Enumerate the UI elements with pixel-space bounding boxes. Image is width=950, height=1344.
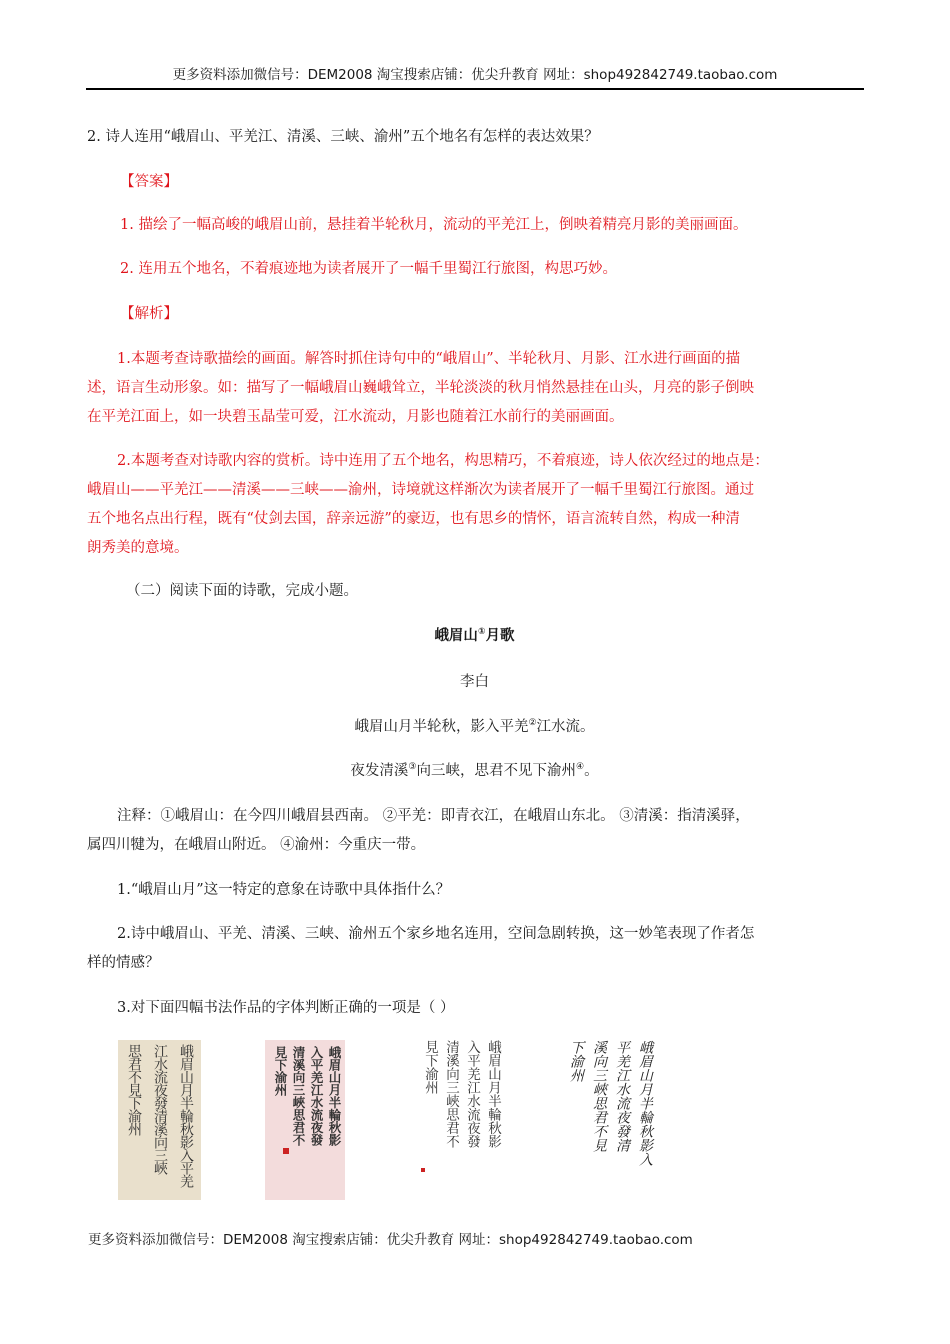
calligraphy-col: 見下渝州 <box>422 1040 438 1094</box>
poem-title-sup: ① <box>477 627 486 637</box>
poem-title <box>87 622 862 651</box>
calligraphy-col: 峨眉山月半輪秋影入平羌 <box>178 1044 194 1187</box>
calligraphy-col: 入平羌江水流夜發 <box>309 1046 324 1146</box>
analysis-1-line: 1.本题考查诗歌描绘的画面。解答时抓住诗句中的“峨眉山”、半轮秋月、月影、江水进行画面的描 <box>117 351 741 367</box>
calligraphy-col: 峨眉山月半輪秋影 <box>485 1040 501 1148</box>
question-2b-line: 2.诗中峨眉山、平羌、清溪、三峡、渝州五个家乡地名连用，空间急剧转换，这一妙笔表现了作者怎 <box>117 926 755 942</box>
analysis-tag <box>120 300 895 329</box>
page-header: 更多资料添加微信号：DEM2008 淘宝搜索店铺：优尖升教育 网址：shop492842749.taobao.com <box>86 66 864 90</box>
answer-tag-label: 【答案】 <box>120 174 178 190</box>
question-2b-line: 样的情感？ <box>87 955 160 971</box>
analysis-1 <box>87 345 862 432</box>
poem-line-2-c: 。 <box>584 763 599 779</box>
question-2b <box>87 920 862 978</box>
calligraphy-col: 溪向三峽思君不見 <box>591 1040 607 1152</box>
calligraphy-3-text <box>419 1040 503 1148</box>
analysis-2 <box>87 447 862 563</box>
question-1: 1.“峨眉山月”这一特定的意象在诗歌中具体指什么？ <box>117 882 451 898</box>
calligraphy-4-text <box>564 1040 656 1166</box>
poem-line-1 <box>87 713 862 742</box>
poem-line-2 <box>87 757 862 786</box>
calligraphy-image-1 <box>118 1040 201 1200</box>
poem-notes-line: 注释：①峨眉山：在今四川峨眉县西南。 ②平羌：即青衣江，在峨眉山东北。 ③清溪：指清溪驿， <box>117 808 750 824</box>
analysis-2-line: 朗秀美的意境。 <box>87 540 189 556</box>
question-3: 3.对下面四幅书法作品的字体判断正确的一项是（ ） <box>117 1000 455 1016</box>
analysis-2-line: 峨眉山——平羌江——清溪——三峡——渝州，诗境就这样渐次为读者展开了一幅千里蜀江行旅图。通过 <box>87 482 754 498</box>
calligraphy-col: 入平羌江水流夜發 <box>464 1040 480 1148</box>
calligraphy-col: 清溪向三峽思君不 <box>443 1040 459 1148</box>
section-2-intro: （二）阅读下面的诗歌，完成小题。 <box>126 583 358 599</box>
seal-stamp <box>283 1148 289 1154</box>
poem-line-1-a: 峨眉山月半轮秋，影入平羌 <box>354 719 529 735</box>
poem-notes <box>87 802 862 860</box>
calligraphy-col: 平羌江水流夜發清 <box>614 1040 630 1152</box>
calligraphy-2-text <box>271 1046 343 1146</box>
calligraphy-col: 思君不見下渝州 <box>126 1044 142 1135</box>
calligraphy-image-4 <box>548 1040 658 1200</box>
answer-tag <box>120 168 895 197</box>
calligraphy-1-text <box>121 1044 199 1187</box>
poem-line-2-a: 夜发清溪 <box>350 763 409 779</box>
poem-author: 李白 <box>460 674 489 690</box>
analysis-2-line: 五个地名点出行程，既有“仗剑去国，辞亲远游”的豪迈，也有思乡的情怀，语言流转自然，构成一种清 <box>87 511 740 527</box>
calligraphy-col: 峨眉山月半輪秋影 <box>327 1046 342 1146</box>
calligraphy-col: 見下渝州 <box>273 1046 288 1096</box>
answer-1: 1. 描绘了一幅高峻的峨眉山前，悬挂着半轮秋月，流动的平羌江上，倒映着精亮月影的美丽画面。 <box>120 217 748 233</box>
analysis-2-line: 2.本题考查对诗歌内容的赏析。诗中连用了五个地名，构思精巧，不着痕迹，诗人依次经过的地点是： <box>117 453 769 469</box>
answer-2: 2. 连用五个地名，不着痕迹地为读者展开了一幅千里蜀江行旅图，构思巧妙。 <box>120 261 617 277</box>
calligraphy-image-3 <box>415 1040 505 1200</box>
question-2: 2. 诗人连用“峨眉山、平羌江、清溪、三峡、渝州”五个地名有怎样的表达效果？ <box>87 129 599 145</box>
poem-line-2-sup: ③ <box>408 762 417 772</box>
seal-stamp <box>421 1168 425 1172</box>
calligraphy-col: 峨眉山月半輪秋影入 <box>637 1040 653 1166</box>
poem-notes-line: 属四川犍为，在峨眉山附近。 ④渝州：今重庆一带。 <box>87 837 426 853</box>
page-footer: 更多资料添加微信号：DEM2008 淘宝搜索店铺：优尖升教育 网址：shop492842749.taobao.com <box>88 1232 693 1248</box>
poem-line-1-sup: ② <box>528 718 537 728</box>
analysis-1-line: 在平羌江面上，如一块碧玉晶莹可爱，江水流动，月影也随着江水前行的美丽画面。 <box>87 409 624 425</box>
calligraphy-col: 下渝州 <box>568 1040 584 1082</box>
calligraphy-image-2 <box>265 1040 345 1200</box>
analysis-1-line: 述，语言生动形象。如：描写了一幅峨眉山巍峨耸立，半轮淡淡的秋月悄然悬挂在山头，月亮的影子倒映 <box>87 380 754 396</box>
poem-title-b: 月歌 <box>485 628 515 644</box>
poem-line-1-b: 江水流。 <box>536 719 595 735</box>
poem-title-a: 峨眉山 <box>434 628 478 644</box>
poem-line-2-sup2: ④ <box>576 762 585 772</box>
analysis-tag-label: 【解析】 <box>120 306 178 322</box>
poem-line-2-b: 向三峡，思君不见下渝州 <box>416 763 576 779</box>
calligraphy-col: 江水流夜發清溪向三峽 <box>152 1044 168 1174</box>
calligraphy-col: 清溪向三峽思君不 <box>291 1046 306 1146</box>
